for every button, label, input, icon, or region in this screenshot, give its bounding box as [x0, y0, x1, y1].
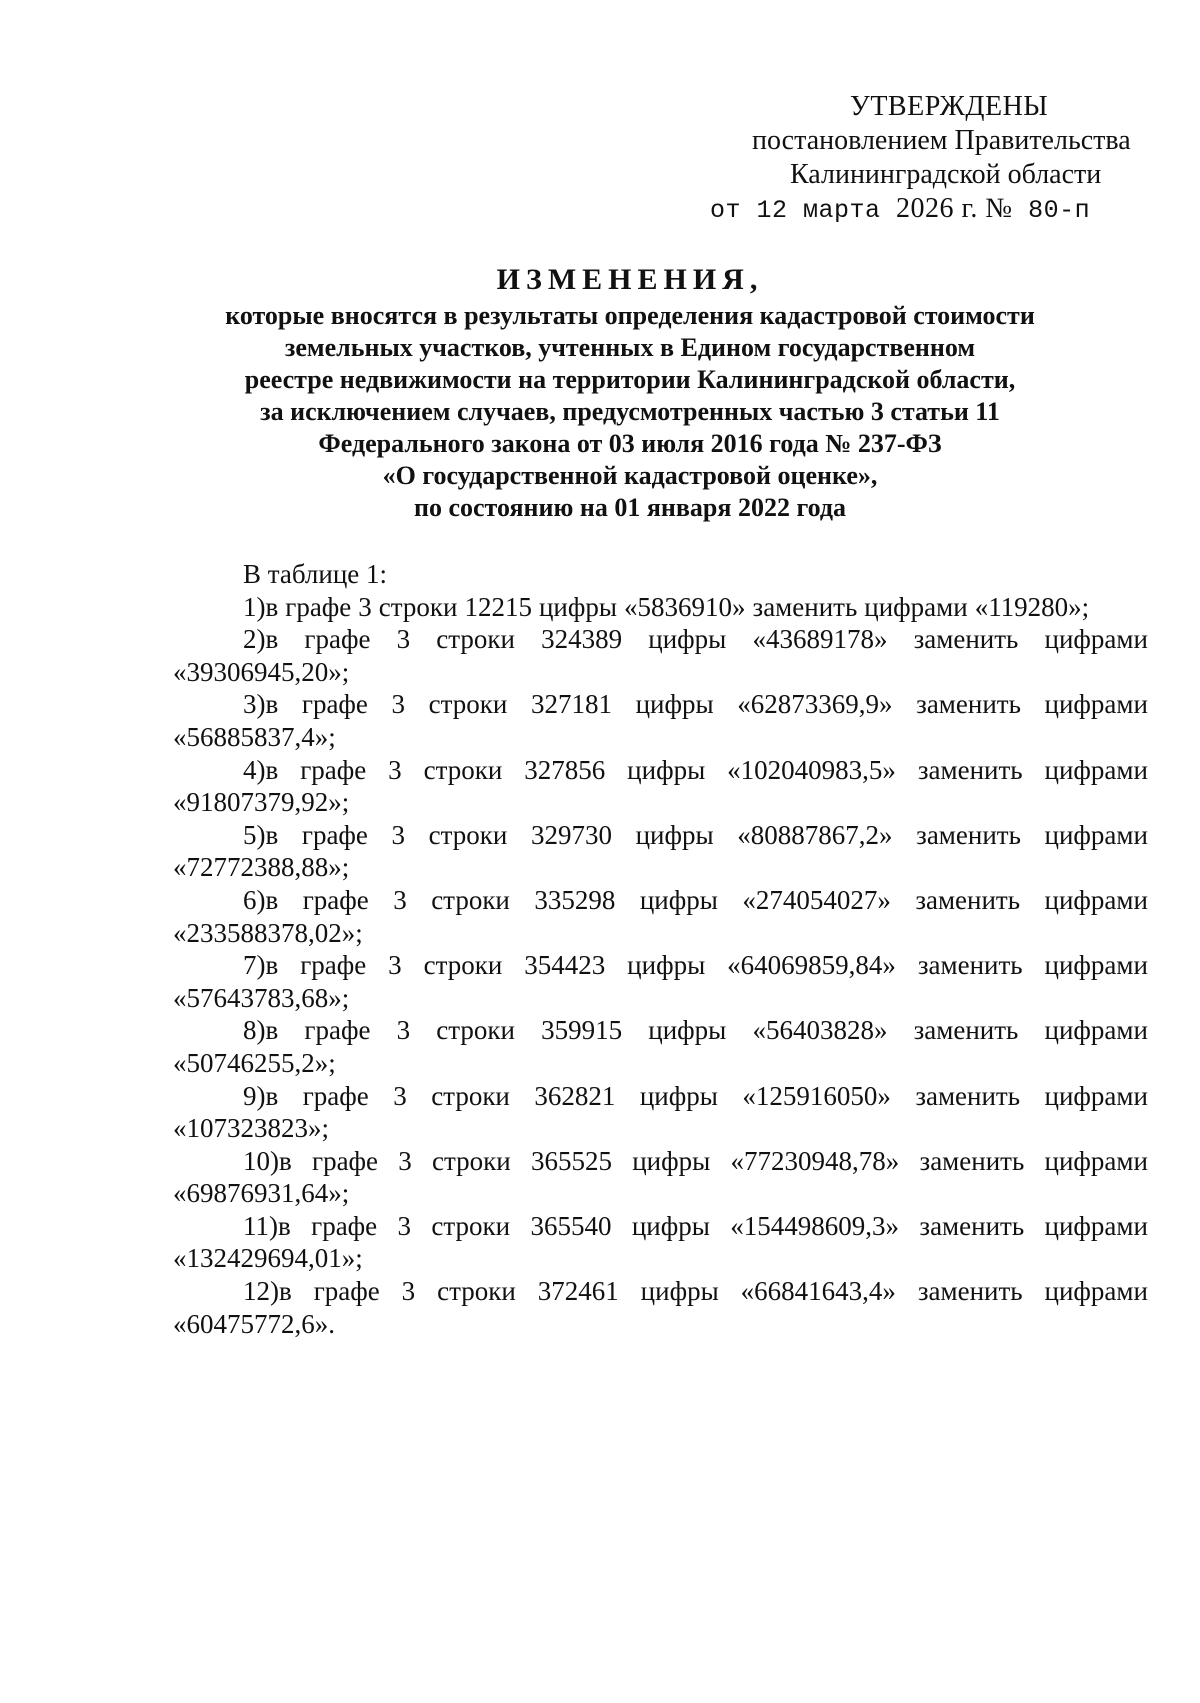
amendment-word: 3	[401, 1276, 416, 1307]
amendment-item	[173, 949, 1148, 1014]
amendment-word: строки	[431, 1210, 511, 1241]
amendment-number: 11)в	[243, 1210, 291, 1241]
title-heading: ИЗМЕНЕНИЯ,	[496, 263, 764, 296]
amendment-word: 3	[388, 950, 402, 981]
amendment-word: заменить	[919, 1145, 1025, 1176]
approval-heading: УТВЕРЖДЕНЫ	[850, 91, 1049, 122]
amendment-word: 3	[398, 1145, 412, 1176]
amendment-word: цифры	[631, 1210, 710, 1241]
amendment-word: строки	[436, 1015, 515, 1046]
amendment-item	[173, 754, 1148, 819]
amendment-first-line	[173, 1145, 1148, 1178]
amendment-item	[173, 884, 1148, 949]
amendment-first-line	[173, 1275, 1148, 1308]
amendment-word: графе	[312, 1145, 379, 1176]
amendment-word: цифрами	[1044, 689, 1148, 720]
approval-by-decree: постановлением Правительства	[752, 125, 1131, 156]
amendment-number: 2)в	[243, 624, 279, 655]
amendment-word: 335298	[534, 884, 616, 915]
amendment-word: 327181	[530, 689, 612, 720]
title-line: земельных участков, учтенных в Едином государственном	[284, 333, 976, 362]
amendment-first-line	[173, 884, 1148, 917]
amendment-word: заменить	[917, 1276, 1023, 1307]
amendment-word: цифры	[648, 624, 727, 655]
amendment-word: 3	[391, 819, 406, 850]
amendment-first-line	[173, 688, 1148, 721]
amendment-word: заменить	[916, 689, 1021, 720]
amendment-word: цифрами	[1044, 624, 1148, 655]
amendment-word: «56403828»	[752, 1015, 888, 1046]
amendment-number: 12)в	[243, 1276, 292, 1307]
amendment-word: графе	[311, 1210, 378, 1241]
amendment-word: строки	[436, 624, 515, 655]
amendment-new-value: «69876931,64»;	[173, 1178, 350, 1209]
amendment-word: строки	[431, 884, 510, 915]
amendment-item	[173, 623, 1148, 688]
amendment-word: цифры	[538, 591, 618, 622]
amendment-word: графе	[300, 950, 367, 981]
amendment-word: заменить	[917, 754, 1023, 785]
amendment-first-line	[173, 1014, 1148, 1047]
title-line: по состоянию на 01 января 2022 года	[413, 493, 847, 522]
amendment-word: заменить	[752, 591, 858, 622]
amendment-item	[173, 591, 1148, 624]
amendment-item	[173, 1014, 1148, 1079]
amendment-word: «66841643,4»	[740, 1276, 896, 1307]
amendment-item	[173, 1275, 1148, 1340]
approval-date: от 12 марта	[710, 196, 881, 225]
amendment-word: цифрами	[864, 591, 968, 622]
amendment-word: цифры	[639, 884, 718, 915]
amendment-word: «5836910»	[624, 591, 746, 622]
amendment-word: 329730	[530, 819, 612, 850]
amendment-new-value: «56885837,4»;	[173, 721, 336, 752]
amendment-word: строки	[423, 754, 503, 785]
amendment-word: заменить	[915, 1080, 1021, 1111]
title-line: «О государственной кадастровой оценке»,	[382, 461, 878, 490]
approval-stamp-block	[640, 90, 1160, 228]
amendment-word: строки	[378, 591, 458, 622]
amendment-word: цифрами	[1044, 1276, 1148, 1307]
amendment-new-value: «91807379,92»;	[173, 787, 350, 818]
amendment-item	[173, 1145, 1148, 1210]
amendment-word: заменить	[913, 1015, 1019, 1046]
amendment-word: 3	[391, 689, 406, 720]
amendment-new-value: «72772388,88»;	[173, 852, 350, 883]
amendment-word: 3	[358, 591, 372, 622]
amendment-word: строки	[431, 1080, 510, 1111]
approval-number: 80-п	[1028, 196, 1091, 225]
amendment-word: графе	[304, 624, 371, 655]
amendment-word: строки	[437, 1276, 516, 1307]
amendment-word: цифрами	[1044, 754, 1148, 785]
amendment-word: строки	[428, 819, 508, 850]
amendment-first-line	[173, 754, 1148, 787]
title-line: которые вносятся в результаты определения кадастровой стоимости	[225, 301, 1035, 330]
amendment-word: графе	[302, 884, 369, 915]
amendment-number: 3)в	[243, 689, 279, 720]
amendment-word: «274054027»	[742, 884, 891, 915]
amendment-word: заменить	[917, 950, 1023, 981]
amendment-list	[173, 591, 1148, 1341]
amendment-word: 3	[393, 1080, 407, 1111]
amendment-word: 3	[396, 1015, 411, 1046]
amendment-word: 362821	[534, 1080, 616, 1111]
amendment-word: цифры	[639, 1080, 718, 1111]
amendment-word: «64069859,84»	[727, 950, 896, 981]
amendment-word: 324389	[541, 624, 623, 655]
amendment-word: 365525	[530, 1145, 612, 1176]
amendment-word: цифры	[635, 819, 714, 850]
amendment-word: «77230948,78»	[730, 1145, 900, 1176]
amendment-word: цифры	[635, 689, 714, 720]
amendment-word: «43689178»	[752, 624, 888, 655]
amendment-word: 3	[388, 754, 402, 785]
amendment-first-line	[173, 1210, 1148, 1243]
amendment-word: цифры	[627, 754, 706, 785]
amendment-word: цифры	[632, 1145, 711, 1176]
title-line: Федерального закона от 03 июля 2016 года № 237-ФЗ	[318, 429, 942, 458]
amendment-word: 3	[396, 624, 411, 655]
amendment-word: графе	[301, 819, 368, 850]
amendment-word: «125916050»	[742, 1080, 891, 1111]
amendment-word: «102040983,5»	[727, 754, 896, 785]
amendment-new-value: «132429694,01»;	[173, 1243, 363, 1274]
amendment-word: строки	[428, 689, 508, 720]
amendment-word: цифры	[648, 1015, 727, 1046]
amendment-word: цифрами	[1044, 819, 1148, 850]
amendment-word: «119280»;	[974, 591, 1090, 622]
amendment-word: цифрами	[1044, 1210, 1148, 1241]
amendment-number: 10)в	[243, 1145, 292, 1176]
amendment-word: графе	[302, 1080, 369, 1111]
amendment-new-value: «60475772,6».	[173, 1308, 335, 1339]
amendment-word: «80887867,2»	[737, 819, 893, 850]
amendment-number: 9)в	[243, 1080, 279, 1111]
amendment-word: 365540	[530, 1210, 612, 1241]
amendment-number: 1)в	[243, 591, 279, 622]
amendment-word: 354423	[524, 950, 606, 981]
document-title	[150, 262, 1110, 524]
amendment-item	[173, 688, 1148, 753]
approval-region: Калининградской области	[790, 159, 1102, 190]
approval-year: 2026 г. №	[896, 193, 1013, 224]
amendment-number: 7)в	[243, 950, 279, 981]
amendment-first-line	[173, 1080, 1148, 1113]
amendment-word: 359915	[541, 1015, 623, 1046]
amendment-new-value: «39306945,20»;	[173, 656, 350, 687]
amendment-first-line	[173, 949, 1148, 982]
amendment-word: строки	[423, 950, 503, 981]
document-body	[173, 558, 1148, 1340]
amendment-word: заменить	[913, 624, 1019, 655]
title-line: за исключением случаев, предусмотренных частью 3 статьи 11	[260, 397, 1000, 426]
amendment-word: графе	[285, 591, 352, 622]
amendment-first-line	[173, 591, 1148, 624]
amendment-new-value: «57643783,68»;	[173, 982, 350, 1013]
amendment-word: цифрами	[1044, 1145, 1148, 1176]
amendment-first-line	[173, 623, 1148, 656]
amendment-word: 372461	[537, 1276, 619, 1307]
amendment-first-line	[173, 819, 1148, 852]
amendment-number: 5)в	[243, 819, 279, 850]
title-line: реестре недвижимости на территории Калининградской области,	[244, 365, 1016, 394]
amendment-word: цифрами	[1044, 1015, 1148, 1046]
amendment-new-value: «107323823»;	[173, 1113, 330, 1144]
amendment-item	[173, 1210, 1148, 1275]
amendment-word: цифры	[640, 1276, 719, 1307]
amendment-word: строки	[432, 1145, 511, 1176]
amendment-new-value: «233588378,02»;	[173, 917, 363, 948]
amendment-word: 327856	[524, 754, 606, 785]
amendment-word: цифрами	[1044, 1080, 1148, 1111]
amendment-word: графе	[301, 689, 368, 720]
approval-date-line	[640, 192, 1160, 228]
amendment-number: 8)в	[243, 1015, 279, 1046]
amendment-item	[173, 819, 1148, 884]
amendment-word: заменить	[915, 884, 1021, 915]
amendment-word: 12215	[464, 591, 532, 622]
amendment-word: цифрами	[1044, 950, 1148, 981]
amendment-word: графе	[304, 1015, 371, 1046]
body-intro: В таблице 1:	[243, 559, 388, 589]
amendment-word: заменить	[916, 819, 1021, 850]
amendment-item	[173, 1080, 1148, 1145]
amendment-word: 3	[397, 1210, 412, 1241]
amendment-word: «154498609,3»	[730, 1210, 900, 1241]
amendment-word: цифры	[627, 950, 706, 981]
amendment-new-value: «50746255,2»;	[173, 1047, 336, 1078]
amendment-word: цифрами	[1044, 884, 1148, 915]
amendment-word: графе	[313, 1276, 380, 1307]
amendment-word: «62873369,9»	[737, 689, 893, 720]
amendment-word: заменить	[919, 1210, 1025, 1241]
amendment-word: графе	[300, 754, 367, 785]
amendment-number: 4)в	[243, 754, 279, 785]
amendment-number: 6)в	[243, 884, 279, 915]
amendment-word: 3	[393, 884, 407, 915]
